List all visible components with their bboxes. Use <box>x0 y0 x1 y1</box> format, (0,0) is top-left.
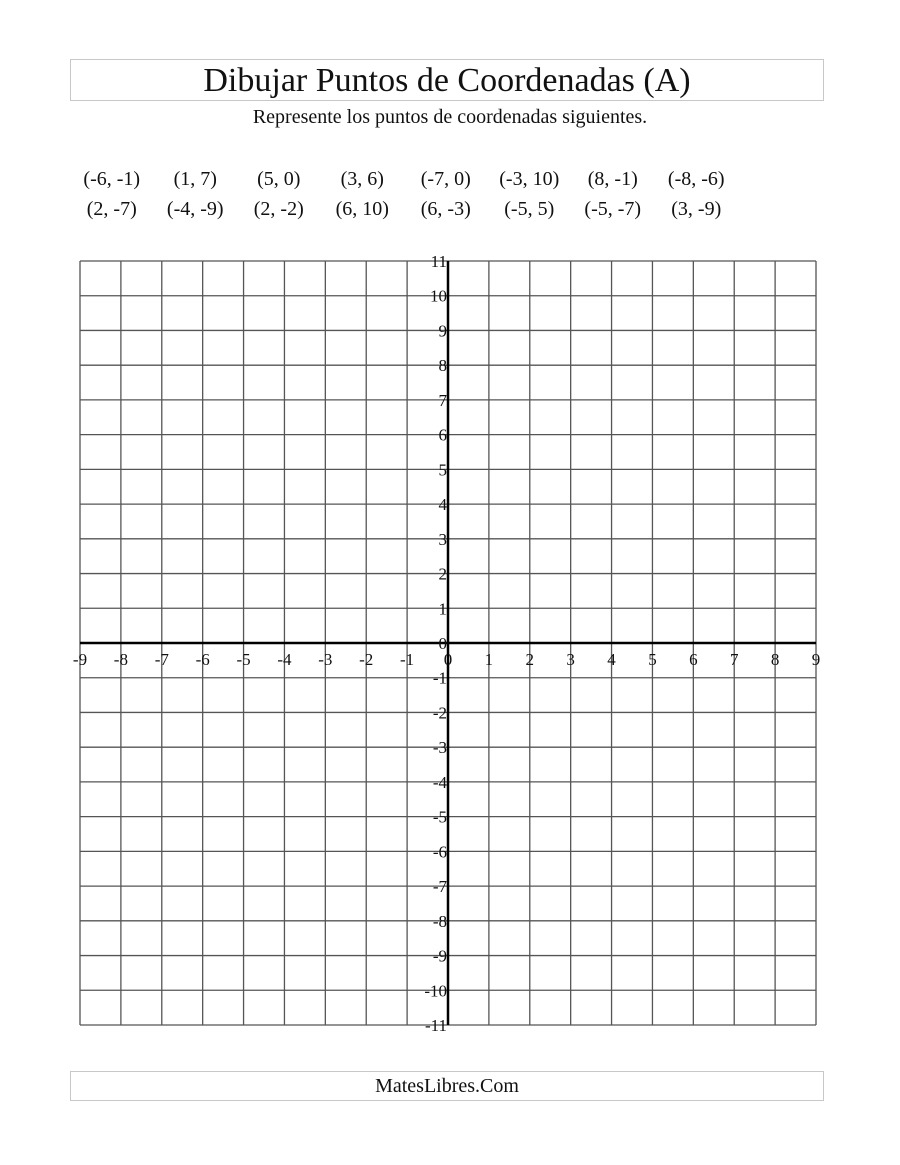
y-tick-label: 3 <box>438 529 447 549</box>
y-tick-label: 0 <box>438 634 447 653</box>
x-tick-label: 1 <box>484 650 494 669</box>
y-tick-label: 4 <box>438 495 447 515</box>
x-tick-label: -2 <box>359 650 374 669</box>
coordinate-item: (2, -7) <box>86 198 137 220</box>
x-tick-label: -4 <box>277 650 292 669</box>
coordinate-item: (-3, 10) <box>499 168 560 190</box>
coordinate-item: (-8, -6) <box>667 168 725 190</box>
coordinate-item: (2, -2) <box>253 198 304 220</box>
y-tick-label: 5 <box>438 460 447 480</box>
y-tick-label: -6 <box>432 842 447 862</box>
x-tick-label: -6 <box>195 650 210 669</box>
x-tick-label: 7 <box>729 650 739 669</box>
x-tick-label: 3 <box>566 650 575 669</box>
coordinate-item: (3, -9) <box>671 198 722 220</box>
y-tick-label: 7 <box>438 390 447 410</box>
x-tick-label: 5 <box>648 650 657 669</box>
x-tick-label: -3 <box>318 650 333 669</box>
coordinate-item: (6, 10) <box>335 198 389 220</box>
y-tick-label: -8 <box>432 911 447 931</box>
y-tick-label: -11 <box>424 1016 447 1035</box>
y-tick-label: -9 <box>432 946 447 966</box>
coordinate-item: (-6, -1) <box>83 168 141 190</box>
coordinate-item: (5, 0) <box>257 168 301 190</box>
footer-brand: MatesLibres.Com <box>375 1074 519 1097</box>
x-tick-label: -8 <box>113 650 128 669</box>
x-tick-label: -5 <box>236 650 251 669</box>
x-tick-label: 8 <box>770 650 780 669</box>
y-tick-label: 10 <box>430 286 447 306</box>
y-tick-label: 6 <box>438 425 447 445</box>
coordinate-item: (-5, 5) <box>504 198 555 220</box>
x-tick-label: -9 <box>72 650 88 669</box>
y-tick-label: -4 <box>432 772 447 792</box>
y-tick-label: 9 <box>438 321 447 341</box>
y-tick-label: -2 <box>432 703 447 723</box>
page-title: Dibujar Puntos de Coordenadas (A) <box>203 62 691 99</box>
y-tick-label: -5 <box>432 807 447 827</box>
instructions: Represente los puntos de coordenadas siguientes. <box>252 106 648 128</box>
x-tick-label: -7 <box>154 650 169 669</box>
y-tick-label: 8 <box>438 356 447 376</box>
coordinate-item: (-5, -7) <box>584 198 642 220</box>
coordinate-item: (-4, -9) <box>166 198 224 220</box>
coordinate-item: (-7, 0) <box>420 168 471 190</box>
x-tick-label: -1 <box>400 650 415 669</box>
x-tick-label: 0 <box>443 650 453 669</box>
y-tick-label: -10 <box>424 981 447 1001</box>
y-tick-label: -3 <box>432 738 447 758</box>
y-tick-label: 11 <box>430 252 447 271</box>
coordinate-item: (6, -3) <box>420 198 471 220</box>
x-tick-label: 2 <box>525 650 535 669</box>
y-tick-label: -1 <box>432 668 447 688</box>
x-tick-label: 9 <box>811 650 821 669</box>
x-tick-label: 4 <box>607 650 616 669</box>
y-tick-label: 2 <box>438 564 447 584</box>
y-tick-label: 1 <box>438 599 447 619</box>
coordinate-item: (8, -1) <box>587 168 638 190</box>
y-tick-label: -7 <box>432 877 447 897</box>
coordinate-item: (1, 7) <box>173 168 217 190</box>
x-tick-label: 6 <box>689 650 698 669</box>
coordinate-item: (3, 6) <box>340 168 384 190</box>
footer-box <box>70 1071 824 1101</box>
